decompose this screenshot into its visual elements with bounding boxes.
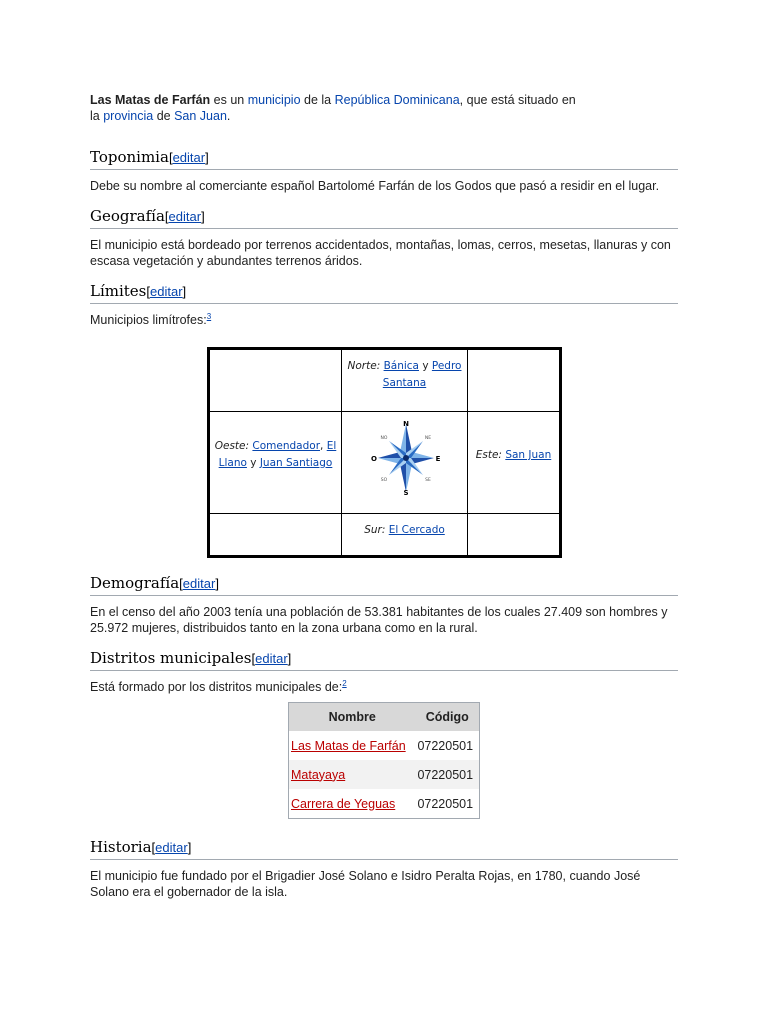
section-heading-limites: Límites[editar] <box>90 281 678 304</box>
section-heading-distritos: Distritos municipales[editar] <box>90 648 678 671</box>
link-este-san-juan[interactable]: San Juan <box>505 449 552 461</box>
district-link[interactable]: Matayaya <box>291 767 346 782</box>
districts-table <box>288 702 480 819</box>
edit-link-geografia[interactable]: editar <box>168 209 202 224</box>
section-heading-historia: Historia[editar] <box>90 837 678 860</box>
link-el-llano[interactable]: El Llano <box>218 440 337 469</box>
table-header-row <box>289 703 480 732</box>
column-header-nombre: Nombre <box>289 703 416 732</box>
district-code: 07220501 <box>415 760 479 789</box>
edit-link-demografia[interactable]: editar <box>182 576 216 591</box>
compass-s: S <box>403 489 409 497</box>
article-body <box>90 92 678 328</box>
link-el-cercado[interactable]: El Cercado <box>388 524 445 536</box>
district-code: 07220501 <box>417 738 474 753</box>
distritos-text: Está formado por los distritos municipales de:$^2$ <box>90 679 347 694</box>
article-body-history <box>90 837 678 900</box>
link-juan-santiago[interactable]: Juan Santiago <box>259 457 333 469</box>
link-republica-dominicana[interactable]: República Dominicana <box>334 93 460 107</box>
limits-cell-se <box>467 513 560 556</box>
section-heading-geografia: Geografía[editar] <box>90 206 678 229</box>
limits-cell-ne <box>467 349 560 412</box>
demografia-text: En el censo del año 2003 tenía una población de 53.381 habitantes de los cuales 27.409 son hombres y 25.972 mujeres, distribuidos tanto en la zona urbana como en la rural. <box>90 605 668 635</box>
edit-link-toponimia[interactable]: editar <box>172 150 206 165</box>
section-heading-demografia: Demografía[editar] <box>90 573 678 596</box>
compass-se: SE <box>425 478 431 483</box>
limites-text: Municipios limítrofes:$^3$ <box>90 312 212 327</box>
link-provincia[interactable]: provincia <box>103 109 154 123</box>
compass-ne: NE <box>424 436 432 441</box>
section-heading-toponimia: Toponimia[editar] <box>90 147 678 170</box>
limits-cell-north: Norte: Bánica y Pedro Santana <box>341 349 468 412</box>
table-row <box>289 789 480 819</box>
compass-so: SO <box>380 478 388 483</box>
table-row <box>289 731 480 760</box>
compass-n: N <box>403 420 409 428</box>
edit-section-link: [editar] <box>168 150 209 165</box>
article-body-continued <box>90 573 678 695</box>
compass-rose-icon <box>342 412 469 515</box>
table-row <box>289 760 480 789</box>
link-banica[interactable]: Bánica <box>383 360 419 372</box>
reference-link[interactable]: 2 <box>342 679 347 688</box>
limits-cell-nw <box>209 349 342 412</box>
edit-link-historia[interactable]: editar <box>155 840 188 855</box>
edit-link-distritos[interactable]: editar <box>255 651 288 666</box>
district-link[interactable]: Las Matas de Farfán <box>291 738 406 753</box>
compass-no: NO <box>380 436 388 441</box>
limits-cell-sw <box>209 513 342 556</box>
limits-cell-center <box>341 411 468 514</box>
district-code: 07220501 <box>417 796 474 811</box>
reference-link[interactable]: 3 <box>206 312 212 321</box>
geografia-text: El municipio está bordeado por terrenos accidentados, montañas, lomas, cerros, mesetas, llanuras y con escasa vegetación y abundantes terrenos áridos. <box>90 238 671 268</box>
edit-link-limites[interactable]: editar <box>150 284 183 299</box>
intro-paragraph: Las Matas de Farfán es un municipio de la República Dominicana, que está situado en la provincia de San Juan. <box>90 93 576 123</box>
article-subject: Las Matas de Farfán <box>90 93 211 107</box>
limits-cell-west: Oeste: Comendador, El Llano y Juan Santiago <box>209 411 342 514</box>
link-municipio[interactable]: municipio <box>247 93 301 107</box>
limits-table <box>207 347 562 558</box>
compass-o: O <box>371 455 377 463</box>
column-header-codigo: Código <box>415 703 479 732</box>
district-link[interactable]: Carrera de Yeguas <box>291 796 396 811</box>
link-san-juan[interactable]: San Juan <box>174 109 227 123</box>
toponimia-text: Debe su nombre al comerciante español Bartolomé Farfán de los Godos que pasó a residir en el lugar. <box>90 179 660 193</box>
limits-cell-east: Este: San Juan <box>467 411 560 514</box>
historia-text: El municipio fue fundado por el Brigadier José Solano e Isidro Peralta Rojas, en 1780, cuando José Solano era el gobernador de la isla. <box>90 869 641 899</box>
compass-e: E <box>435 455 441 463</box>
link-pedro-santana[interactable]: Pedro Santana <box>382 360 462 389</box>
link-comendador[interactable]: Comendador <box>252 440 321 452</box>
limits-cell-south: Sur: El Cercado <box>341 513 468 556</box>
